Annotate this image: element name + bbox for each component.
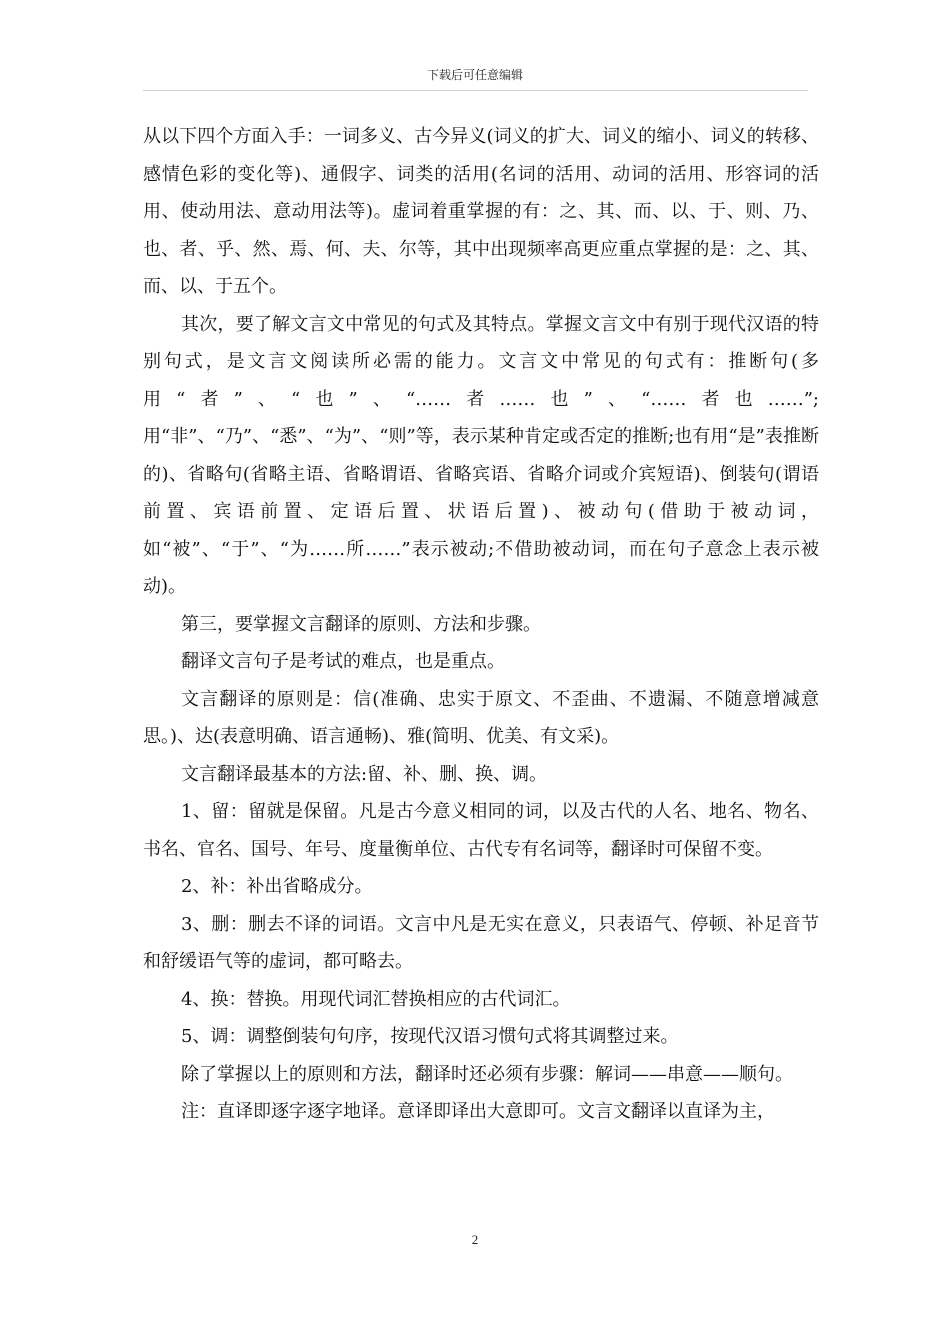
paragraph: 5、调：调整倒装句句序，按现代汉语习惯句式将其调整过来。 bbox=[181, 1026, 679, 1047]
paragraph: 第三，要掌握文言翻译的原则、方法和步骤。 bbox=[181, 613, 541, 635]
paragraph: 2、补：补出省略成分。 bbox=[181, 876, 373, 897]
paragraph: 其次，要了解文言文中常见的句式及其特点。掌握文言文中有别于现代汉语的特别句式，是文言文阅读所必需的能力。文言文中常见的句式有：推断句(多用“者”、“也”、“……者……也”、“……者也……”;用“非”、“乃”、“悉”、“为”、“则”等，表示某种肯定或否定的推断;也有用“是”表推断的)、省略句(省略主语、省略谓语、省略宾语、省略介词或介宾短语)、倒装句(谓语前置、宾语前置、定语后置、状语后置)、被动句(借助于被动词，如“被”、“于”、“为……所……”表示被动;不借助被动词，而在句子意念上表示被动)。 bbox=[143, 313, 819, 597]
paragraph: 除了掌握以上的原则和方法，翻译时还必须有步骤：解词——串意——顺句。 bbox=[181, 1063, 793, 1085]
paragraph: 4、换：替换。用现代词汇替换相应的古代词汇。 bbox=[181, 988, 571, 1010]
paragraph: 注：直译即逐字逐字地译。意译即译出大意即可。文言文翻译以直译为主， bbox=[181, 1101, 775, 1122]
paragraph: 从以下四个方面入手：一词多义、古今异义(词义的扩大、词义的缩小、词义的转移、感情色彩的变化等)、通假字、词类的活用(名词的活用、动词的活用、形容词的活用、使动用法、意动用法等)。虚词着重掌握的有：之、其、而、以、于、则、乃、也、者、乎、然、焉、何、夫、尔等，其中出现频率高更应重点掌握的是：之、其、而、以、于五个。 bbox=[143, 126, 819, 297]
paragraph: 文言翻译的原则是：信(准确、忠实于原文、不歪曲、不遗漏、不随意增减意思。)、达(表意明确、语言通畅)、雅(简明、优美、有文采)。 bbox=[143, 688, 819, 747]
body-text bbox=[143, 118, 819, 1131]
paragraph: 3、删：删去不译的词语。文言中凡是无实在意义，只表语气、停顿、补足音节和舒缓语气等的虚词，都可略去。 bbox=[143, 913, 819, 972]
paragraph: 文言翻译最基本的方法:留、补、删、换、调。 bbox=[181, 763, 548, 785]
page-number: 2 bbox=[471, 1232, 479, 1247]
header-divider bbox=[143, 90, 808, 91]
paragraph: 翻译文言句子是考试的难点，也是重点。 bbox=[181, 651, 505, 672]
paragraph: 1、留：留就是保留。凡是古今意义相同的词，以及古代的人名、地名、物名、书名、官名、国号、年号、度量衡单位、古代专有名词等，翻译时可保留不变。 bbox=[143, 801, 819, 860]
page-header: 下载后可任意编辑 bbox=[426, 68, 523, 82]
